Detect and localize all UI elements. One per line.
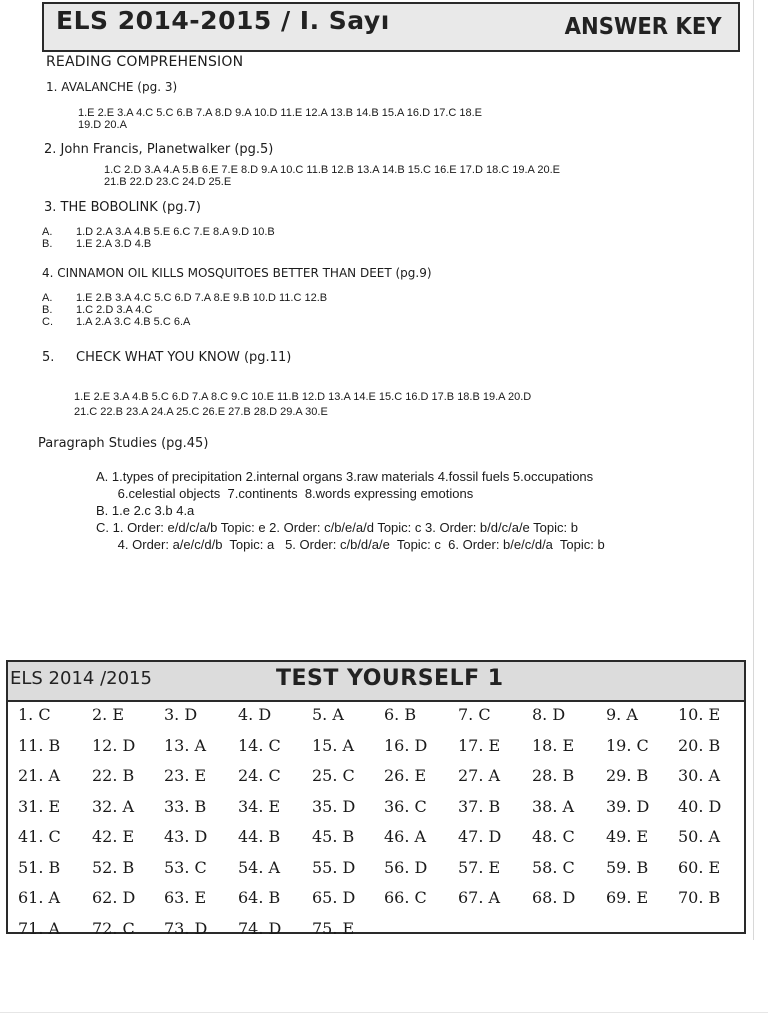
test-answer-50: 50. A	[678, 827, 721, 846]
test-answer-grid	[6, 700, 746, 938]
test-answer-38: 38. A	[532, 796, 575, 816]
s5-answers	[74, 390, 531, 420]
test-answer-1: 1. C	[18, 705, 51, 724]
s1-line-2: 19.D 20.A	[78, 119, 127, 131]
test-header-bar	[6, 660, 746, 702]
s5-number: 5.	[42, 350, 55, 365]
test-answer-48: 48. C	[532, 827, 575, 846]
test-answer-60: 60. E	[678, 857, 721, 877]
s4-c: 1.A 2.A 3.C 4.B 5.C 6.A	[76, 316, 191, 328]
reading-title: READING COMPREHENSION	[46, 54, 244, 70]
paragraph-line-5: 4. Order: a/e/c/d/b Topic: a 5. Order: c/b/d/a/e Topic: c 6. Order: b/e/c/d/a Topic: b	[96, 537, 605, 552]
s3-line-a	[42, 226, 275, 238]
test-answer-51: 51. B	[18, 857, 61, 877]
test-answer-52: 52. B	[92, 857, 135, 877]
test-answer-36: 36. C	[384, 796, 427, 816]
test-answer-63: 63. E	[164, 888, 207, 907]
test-answer-22: 22. B	[92, 766, 135, 785]
test-answer-44: 44. B	[238, 827, 281, 846]
s5-line-1: 1.E 2.E 3.A 4.B 5.C 6.D 7.A 8.C 9.C 10.E 11.B 12.D 13.A 14.E 15.C 16.D 17.B 18.B 19.A 20.D	[74, 391, 532, 403]
test-answer-33: 33. B	[164, 796, 207, 816]
test-answer-14: 14. C	[238, 735, 281, 755]
test-answer-7: 7. C	[458, 705, 491, 724]
test-answer-32: 32. A	[92, 796, 135, 816]
s3-label-b: B.	[42, 238, 53, 250]
s4-answers	[42, 292, 327, 328]
test-answer-25: 25. C	[312, 766, 355, 785]
test-answer-28: 28. B	[532, 766, 575, 785]
test-answer-30: 30. A	[678, 766, 721, 785]
test-answer-47: 47. D	[458, 827, 502, 846]
test-answer-3: 3. D	[164, 705, 198, 724]
s4-b: 1.C 2.D 3.A 4.C	[76, 304, 153, 316]
s3-answers	[42, 226, 275, 250]
test-answer-34: 34. E	[238, 796, 281, 816]
s4-label-c: C.	[42, 316, 53, 328]
test-answer-24: 24. C	[238, 766, 281, 785]
s3-line-b	[42, 238, 275, 250]
test-answer-17: 17. E	[458, 735, 501, 755]
test-answer-54: 54. A	[238, 857, 281, 877]
test-answer-53: 53. C	[164, 857, 207, 877]
s2-answers	[104, 164, 560, 188]
paragraph-line-4: C. 1. Order: e/d/c/a/b Topic: e 2. Order: c/b/e/a/d Topic: c 3. Order: b/d/c/a/e Topic: b	[96, 520, 578, 535]
paragraph-line-1: A. 1.types of precipitation 2.internal organs 3.raw materials 4.fossil fuels 5.occupations	[96, 469, 594, 484]
test-answer-15: 15. A	[312, 735, 355, 755]
test-answer-35: 35. D	[312, 796, 356, 816]
test-answer-69: 69. E	[606, 888, 649, 907]
s4-a: 1.E 2.B 3.A 4.C 5.C 6.D 7.A 8.E 9.B 10.D 11.C 12.B	[76, 292, 328, 304]
scan-edge-bottom	[0, 1012, 768, 1013]
s5-title: CHECK WHAT YOU KNOW (pg.11)	[76, 350, 292, 365]
paragraph-line-3: B. 1.e 2.c 3.b 4.a	[96, 503, 195, 518]
test-answer-74: 74. D	[238, 918, 282, 938]
test-answer-43: 43. D	[164, 827, 208, 846]
s3-title: 3. THE BOBOLINK (pg.7)	[44, 200, 201, 215]
paragraph-title: Paragraph Studies (pg.45)	[38, 436, 209, 451]
test-answer-72: 72. C	[92, 918, 135, 938]
test-answer-23: 23. E	[164, 766, 207, 785]
test-answer-20: 20. B	[678, 735, 721, 755]
header-bar	[42, 2, 740, 52]
s4-line-c	[42, 316, 327, 328]
test-answer-29: 29. B	[606, 766, 649, 785]
test-answer-42: 42. E	[92, 827, 135, 846]
test-answer-57: 57. E	[458, 857, 501, 877]
test-answer-49: 49. E	[606, 827, 649, 846]
s3-a: 1.D 2.A 3.A 4.B 5.E 6.C 7.E 8.A 9.D 10.B	[76, 226, 275, 238]
test-answer-16: 16. D	[384, 735, 428, 755]
scan-edge	[753, 0, 754, 940]
test-answer-31: 31. E	[18, 796, 61, 816]
s2-title: 2. John Francis, Planetwalker (pg.5)	[44, 142, 274, 157]
test-answer-26: 26. E	[384, 766, 427, 785]
s3-label-a: A.	[42, 226, 53, 238]
test-answer-5: 5. A	[312, 705, 344, 724]
test-answer-46: 46. A	[384, 827, 427, 846]
test-answer-18: 18. E	[532, 735, 575, 755]
test-answer-61: 61. A	[18, 888, 61, 907]
test-answer-55: 55. D	[312, 857, 356, 877]
test-answer-73: 73. D	[164, 918, 208, 938]
s2-line-1: 1.C 2.D 3.A 4.A 5.B 6.E 7.E 8.D 9.A 10.C 11.B 12.B 13.A 14.B 15.C 16.E 17.D 18.C 19.A 20.E	[104, 164, 560, 176]
paragraph-line-2: 6.celestial objects 7.continents 8.words expressing emotions	[96, 486, 474, 501]
test-answer-11: 11. B	[18, 735, 61, 755]
test-answer-19: 19. C	[606, 735, 649, 755]
test-answer-68: 68. D	[532, 888, 576, 907]
test-answer-9: 9. A	[606, 705, 638, 724]
test-answer-2: 2. E	[92, 705, 125, 724]
test-answer-70: 70. B	[678, 888, 721, 907]
test-answer-58: 58. C	[532, 857, 575, 877]
test-answer-13: 13. A	[164, 735, 207, 755]
s4-label-a: A.	[42, 292, 53, 304]
s4-label-b: B.	[42, 304, 53, 316]
test-answer-21: 21. A	[18, 766, 61, 785]
test-answer-67: 67. A	[458, 888, 501, 907]
header-issue: ELS 2014-2015 / I. Sayı	[56, 6, 390, 35]
test-answer-56: 56. D	[384, 857, 428, 877]
s5-line-2: 21.C 22.B 23.A 24.A 25.C 26.E 27.B 28.D 29.A 30.E	[74, 406, 328, 418]
test-answer-4: 4. D	[238, 705, 272, 724]
test-answer-45: 45. B	[312, 827, 355, 846]
test-answer-62: 62. D	[92, 888, 136, 907]
test-answer-64: 64. B	[238, 888, 281, 907]
test-answer-8: 8. D	[532, 705, 566, 724]
test-answer-75: 75. E	[312, 918, 355, 938]
s4-title: 4. CINNAMON OIL KILLS MOSQUITOES BETTER THAN DEET (pg.9)	[42, 266, 432, 280]
s1-title: 1. AVALANCHE (pg. 3)	[46, 80, 178, 94]
test-answer-10: 10. E	[678, 705, 721, 724]
s3-b: 1.E 2.A 3.D 4.B	[76, 238, 152, 250]
s2-line-2: 21.B 22.D 23.C 24.D 25.E	[104, 176, 232, 188]
s4-line-a	[42, 292, 327, 304]
test-answer-40: 40. D	[678, 796, 722, 816]
test-answer-59: 59. B	[606, 857, 649, 877]
test-header-year: ELS 2014 /2015	[10, 668, 152, 689]
test-answer-6: 6. B	[384, 705, 417, 724]
test-answer-66: 66. C	[384, 888, 427, 907]
header-answer-key: ANSWER KEY	[565, 14, 722, 40]
test-header-title: TEST YOURSELF 1	[276, 666, 504, 691]
test-answer-39: 39. D	[606, 796, 650, 816]
test-answer-71: 71. A	[18, 918, 61, 938]
test-answer-37: 37. B	[458, 796, 501, 816]
test-answer-27: 27. A	[458, 766, 501, 785]
s1-answers	[78, 107, 482, 131]
test-answer-65: 65. D	[312, 888, 356, 907]
s1-line-1: 1.E 2.E 3.A 4.C 5.C 6.B 7.A 8.D 9.A 10.D 11.E 12.A 13.B 14.B 15.A 16.D 17.C 18.E	[78, 107, 482, 119]
test-answer-12: 12. D	[92, 735, 136, 755]
paragraph-answers	[96, 468, 605, 553]
s4-line-b	[42, 304, 327, 316]
test-answer-41: 41. C	[18, 827, 61, 846]
